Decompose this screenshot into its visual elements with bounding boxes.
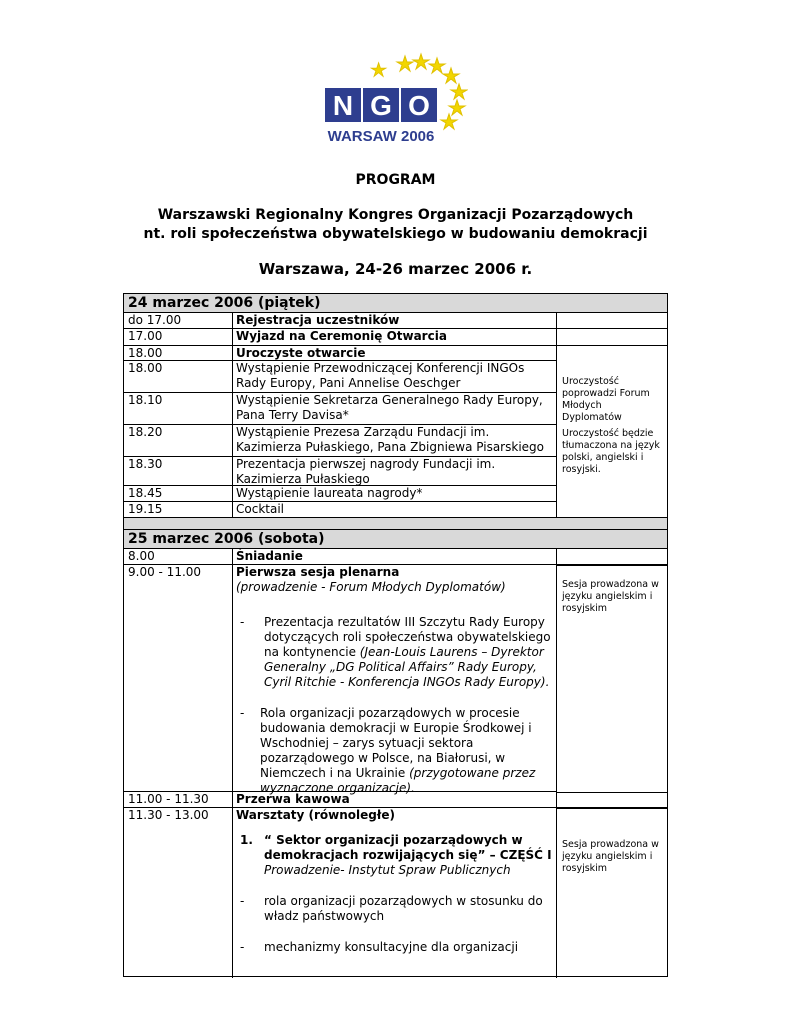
workshop-host: Prowadzenie- Instytut Spraw Publicznych xyxy=(264,863,511,877)
row-desc: Rejestracja uczestników xyxy=(236,313,400,327)
plenary-item-2 xyxy=(236,706,554,796)
city-date: Warszawa, 24-26 marzec 2006 r. xyxy=(258,260,533,278)
row-time: do 17.00 xyxy=(128,313,182,327)
row-desc: Wystąpienie Przewodniczącej Konferencji INGOs Rady Europy, Pani Annelise Oeschger xyxy=(236,361,525,390)
day-separator xyxy=(124,518,667,530)
row-time: 18.10 xyxy=(128,393,163,407)
workshop-bullet xyxy=(236,894,554,924)
title-line-1: Warszawski Regionalny Kongres Organizacji Pozarządowych xyxy=(157,207,634,223)
coffee-row xyxy=(124,792,667,808)
row-desc: Wystąpienie laureata nagrody* xyxy=(236,486,423,500)
row-desc: Śniadanie xyxy=(236,549,303,563)
day1-row xyxy=(124,346,556,361)
logo-letter-o: O xyxy=(408,90,430,121)
logo-caption: WARSAW 2006 xyxy=(327,128,435,145)
plenary-row xyxy=(124,565,556,795)
plenary-host: (prowadzenie - Forum Młodych Dyplomatów) xyxy=(236,580,506,594)
plenary-title: Pierwsza sesja plenarna xyxy=(236,565,400,579)
day2-header: 25 marzec 2006 (sobota) xyxy=(124,530,667,549)
day1-note-host: Uroczystość poprowadzi Forum Młodych Dyplomatów xyxy=(562,376,650,423)
row-time: 9.00 - 11.00 xyxy=(128,565,202,579)
row-time: 18.20 xyxy=(128,425,163,439)
row-desc: Uroczyste otwarcie xyxy=(236,346,366,360)
day1-row xyxy=(124,329,556,346)
workshops-content xyxy=(236,808,554,955)
workshop-number: 1. xyxy=(240,833,253,847)
row-desc: Prezentacja pierwszej nagrody Fundacji im. Kazimierza Pułaskiego xyxy=(236,457,496,486)
day1-row xyxy=(124,425,556,457)
workshops-title: Warsztaty (równoległe) xyxy=(236,808,395,822)
dash: - xyxy=(240,615,245,629)
dash: - xyxy=(240,894,245,908)
workshops-row xyxy=(124,808,556,978)
item-text: Rola organizacji pozarządowych w procesie budowania demokracji w Europie Środkowej i Wschodniej – zarys sytuacji sektora pozarządowego w Polsce, na Białorusi, w Niemczech i na Ukrainie xyxy=(260,706,532,780)
row-time: 19.15 xyxy=(128,502,163,516)
row-desc: Przerwa kawowa xyxy=(236,792,350,806)
dash: - xyxy=(240,706,245,720)
day1-row xyxy=(124,457,556,486)
ngo-logo-graphic xyxy=(323,52,468,147)
day1-row xyxy=(124,393,556,425)
row-desc: Wyjazd na Ceremonię Otwarcia xyxy=(236,329,447,343)
dash: - xyxy=(240,940,245,954)
row-time: 18.30 xyxy=(128,457,163,471)
day1-note-translation: Uroczystość będzie tłumaczona na język polski, angielski i rosyjski. xyxy=(562,428,660,475)
row-time: 8.00 xyxy=(128,549,155,563)
logo-letter-n: N xyxy=(332,90,354,121)
row-desc: Wystąpienie Sekretarza Generalnego Rady Europy, Pana Terry Davisa* xyxy=(236,393,543,422)
workshop-bullet xyxy=(236,940,554,955)
day1-row xyxy=(124,313,556,329)
workshop-title: “ Sektor organizacji pozarządowych w demokracjach rozwijających się” – CZĘŚĆ I xyxy=(264,833,552,862)
day1-row xyxy=(124,486,556,502)
plenary-note: Sesja prowadzona w języku angielskim i rosyjskim xyxy=(562,579,659,614)
day1-row xyxy=(124,502,556,518)
program-table xyxy=(123,293,668,977)
day1-row xyxy=(124,361,556,393)
item-italic: (przygotowane przez wyznaczone organizacje). xyxy=(260,766,536,795)
title-line-2: nt. roli społeczeństwa obywatelskiego w budowaniu demokracji xyxy=(143,226,648,242)
row-time: 18.00 xyxy=(128,346,163,360)
row-time: 18.45 xyxy=(128,486,163,500)
row-desc: Wystąpienie Prezesa Zarządu Fundacji im. Kazimierza Pułaskiego, Pana Zbigniewa Pisarskiego xyxy=(236,425,544,454)
item-italic: (Jean-Louis Laurens – Dyrektor Generalny „DG Political Affairs” Rady Europy, Cyril Ritchie - Konferencja INGOs Rady Europy). xyxy=(264,645,550,689)
program-heading: PROGRAM xyxy=(355,172,436,188)
row-time: 18.00 xyxy=(128,361,163,375)
workshop-1 xyxy=(236,833,554,878)
row-time: 11.30 - 13.00 xyxy=(128,808,209,822)
plenary-item-1 xyxy=(236,615,554,690)
day1-header: 24 marzec 2006 (piątek) xyxy=(124,294,667,313)
plenary-content xyxy=(236,565,554,796)
item-text: Prezentacja rezultatów III Szczytu Rady Europy dotyczących roli społeczeństwa obywatelskiego na kontynencie xyxy=(264,615,551,659)
bullet-text: rola organizacji pozarządowych w stosunku do władz państwowych xyxy=(264,894,543,923)
logo-letter-g: G xyxy=(370,90,392,121)
row-desc: Cocktail xyxy=(236,502,284,516)
ngo-warsaw-logo xyxy=(323,52,468,147)
workshops-note: Sesja prowadzona w języku angielskim i rosyjskim xyxy=(562,839,659,874)
row-time: 17.00 xyxy=(128,329,163,343)
row-time: 11.00 - 11.30 xyxy=(128,792,209,806)
breakfast-row xyxy=(124,549,667,565)
bullet-text: mechanizmy konsultacyjne dla organizacji xyxy=(264,940,519,954)
